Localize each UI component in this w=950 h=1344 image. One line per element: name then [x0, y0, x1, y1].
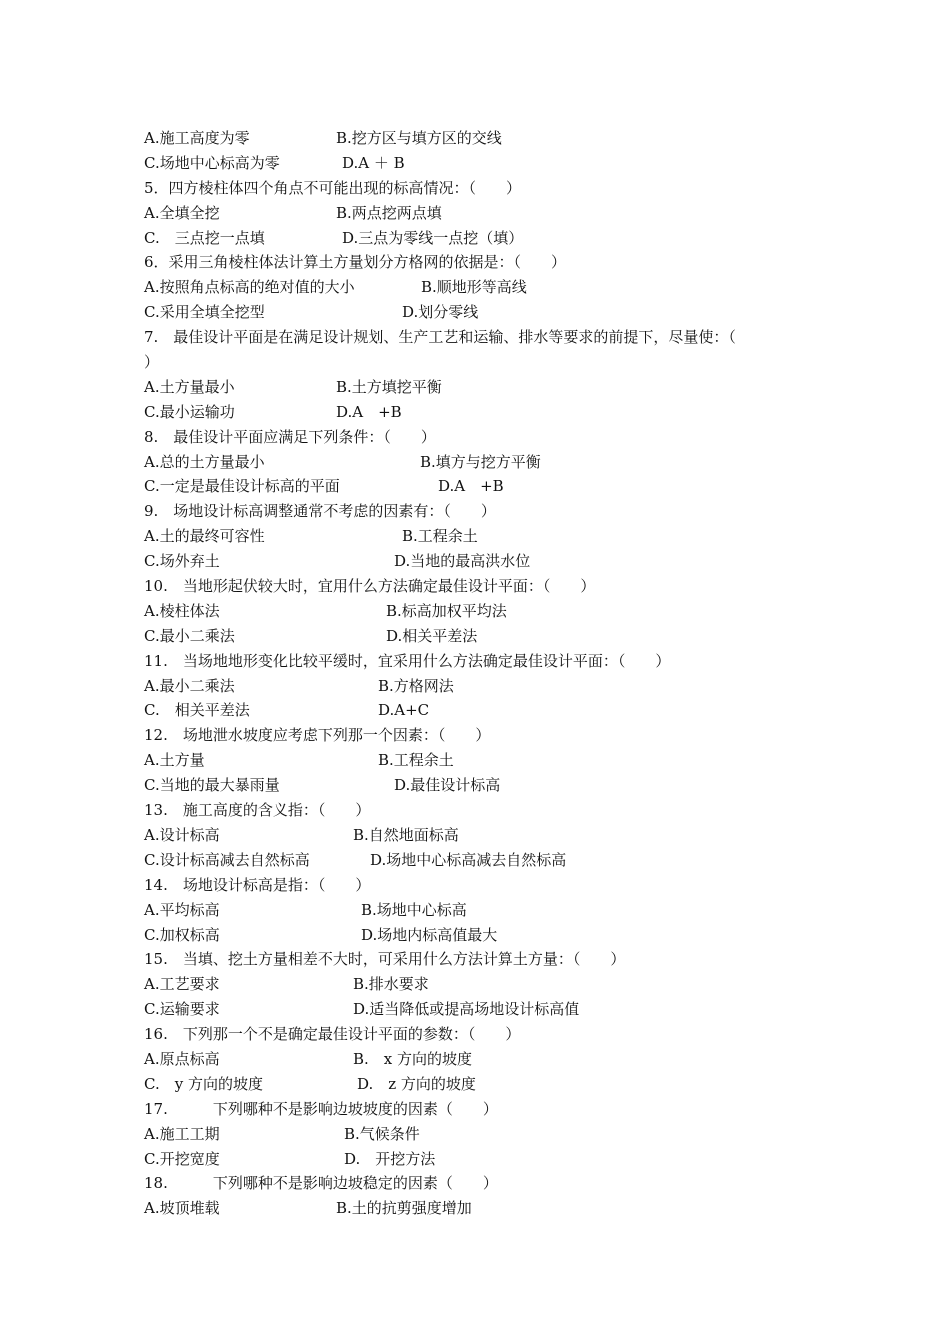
option-row: [144, 1047, 814, 1072]
option-right: D.三点为零线一点挖（填）: [342, 228, 524, 247]
option-row: [144, 848, 814, 873]
option-right: D.场地内标高值最大: [361, 925, 498, 944]
option-right: D.A +B: [438, 477, 504, 496]
option-row: [144, 1122, 814, 1147]
option-right: D. z 方向的坡度: [357, 1074, 476, 1093]
option-left: A.总的土方量最小: [144, 452, 265, 471]
option-right: B.排水要求: [353, 975, 429, 994]
option-left: C. y 方向的坡度: [144, 1074, 263, 1093]
option-left: A.施工高度为零: [144, 129, 250, 147]
option-left: C.开挖宽度: [144, 1149, 220, 1168]
option-row: [144, 524, 814, 549]
question-text: 6．采用三角棱柱体法计算土方量划分方格网的依据是：（ ）: [144, 253, 567, 272]
option-right: D.适当降低或提高场地设计标高值: [353, 1000, 580, 1019]
option-left: C.加权标高: [144, 925, 220, 944]
option-left: C.一定是最佳设计标高的平面: [144, 477, 340, 496]
option-right: D. 开挖方法: [344, 1149, 436, 1168]
option-left: A.土方量: [144, 751, 205, 770]
option-row: [144, 1196, 814, 1221]
option-left: A.施工工期: [144, 1124, 220, 1143]
option-right: B.方格网法: [378, 676, 454, 695]
option-right: B.挖方区与填方区的交线: [336, 129, 502, 147]
option-left: A.最小二乘法: [144, 676, 235, 695]
option-left: A.平均标高: [144, 900, 220, 919]
option-left: C.最小二乘法: [144, 626, 235, 645]
option-row: [144, 698, 814, 723]
option-left: A.工艺要求: [144, 975, 220, 994]
option-right: D.划分零线: [402, 303, 479, 322]
option-right: D.场地中心标高减去自然标高: [370, 850, 567, 869]
option-left: C.场外弃土: [144, 552, 220, 571]
question-text: 5．四方棱柱体四个角点不可能出现的标高情况：（ ）: [144, 178, 522, 197]
option-row: [144, 773, 814, 798]
question-text: 10. 当地形起伏较大时，宜用什么方法确定最佳设计平面：（ ）: [144, 577, 596, 596]
question-text: 7. 最佳设计平面是在满足设计规划、生产工艺和运输、排水等要求的前提下，尽量使：（: [144, 328, 736, 347]
option-right: D.A ＋ B: [342, 153, 405, 172]
option-right: D.相关平差法: [386, 626, 478, 645]
question-text: 17. 下列哪种不是影响边坡坡度的因素（ ）: [144, 1099, 498, 1118]
option-left: C.场地中心标高为零: [144, 153, 280, 172]
option-right: D.最佳设计标高: [394, 776, 501, 795]
option-row: [144, 450, 814, 475]
option-row: [144, 400, 814, 425]
option-left: C. 相关平差法: [144, 701, 250, 720]
question-text: 11. 当场地地形变化比较平缓时，宜采用什么方法确定最佳设计平面：（ ）: [144, 651, 671, 670]
option-row: [144, 599, 814, 624]
option-right: B.自然地面标高: [353, 825, 459, 844]
option-row: [144, 300, 814, 325]
option-left: A.设计标高: [144, 825, 220, 844]
option-row: [144, 226, 814, 251]
question-text: 18. 下列哪种不是影响边坡稳定的因素（ ）: [144, 1174, 498, 1193]
option-row: [144, 1072, 814, 1097]
option-left: A.全填全挖: [144, 203, 220, 222]
option-right: B. x 方向的坡度: [353, 1049, 473, 1068]
option-row: [144, 997, 814, 1022]
option-row: [144, 549, 814, 574]
question-text: 8. 最佳设计平面应满足下列条件：（ ）: [144, 427, 436, 446]
option-row: [144, 972, 814, 997]
option-right: B.场地中心标高: [361, 900, 467, 919]
option-right: B.两点挖两点填: [336, 203, 442, 222]
option-row: [144, 923, 814, 948]
option-left: C.采用全填全挖型: [144, 303, 265, 322]
option-row: [144, 375, 814, 400]
option-row: [144, 1147, 814, 1172]
question-text: 14. 场地设计标高是指：（ ）: [144, 875, 371, 894]
option-right: B.标高加权平均法: [386, 601, 507, 620]
option-right: D.A +B: [336, 402, 402, 421]
option-row: [144, 823, 814, 848]
question-text: 12. 场地泄水坡度应考虑下列那一个因素：（ ）: [144, 726, 491, 745]
question-text: 15. 当填、挖土方量相差不大时，可采用什么方法计算土方量：（ ）: [144, 950, 626, 969]
option-right: B.土方填挖平衡: [336, 377, 442, 396]
option-row: [144, 126, 814, 151]
option-left: C.设计标高减去自然标高: [144, 850, 310, 869]
option-right: B.工程余土: [402, 527, 478, 546]
question-text-continuation: ）: [144, 353, 160, 372]
question-text: 9. 场地设计标高调整通常不考虑的因素有：（ ）: [144, 502, 496, 521]
option-left: A.原点标高: [144, 1049, 220, 1068]
option-left: A.按照角点标高的绝对值的大小: [144, 278, 355, 297]
option-row: [144, 201, 814, 226]
option-row: [144, 275, 814, 300]
option-left: A.坡顶堆载: [144, 1199, 220, 1218]
option-left: A.土方量最小: [144, 377, 235, 396]
option-right: D.当地的最高洪水位: [394, 552, 531, 571]
option-right: B.工程余土: [378, 751, 454, 770]
option-row: [144, 624, 814, 649]
option-left: C.运输要求: [144, 1000, 220, 1019]
option-left: C.最小运输功: [144, 402, 235, 421]
option-left: C.当地的最大暴雨量: [144, 776, 280, 795]
question-text: 13. 施工高度的含义指：（ ）: [144, 801, 371, 820]
option-row: [144, 474, 814, 499]
option-left: A.棱柱体法: [144, 601, 220, 620]
option-right: B.土的抗剪强度增加: [336, 1199, 472, 1218]
option-right: B.顺地形等高线: [421, 278, 527, 297]
option-row: [144, 898, 814, 923]
option-row: [144, 674, 814, 699]
option-left: A.土的最终可容性: [144, 527, 265, 546]
option-left: C. 三点挖一点填: [144, 228, 265, 247]
option-row: [144, 748, 814, 773]
question-text: 16. 下列那一个不是确定最佳设计平面的参数：（ ）: [144, 1025, 521, 1044]
option-right: B.填方与挖方平衡: [420, 452, 541, 471]
option-right: D.A+C: [378, 701, 430, 720]
option-row: [144, 151, 814, 176]
question-list: [144, 126, 814, 1221]
option-right: B.气候条件: [344, 1124, 420, 1143]
